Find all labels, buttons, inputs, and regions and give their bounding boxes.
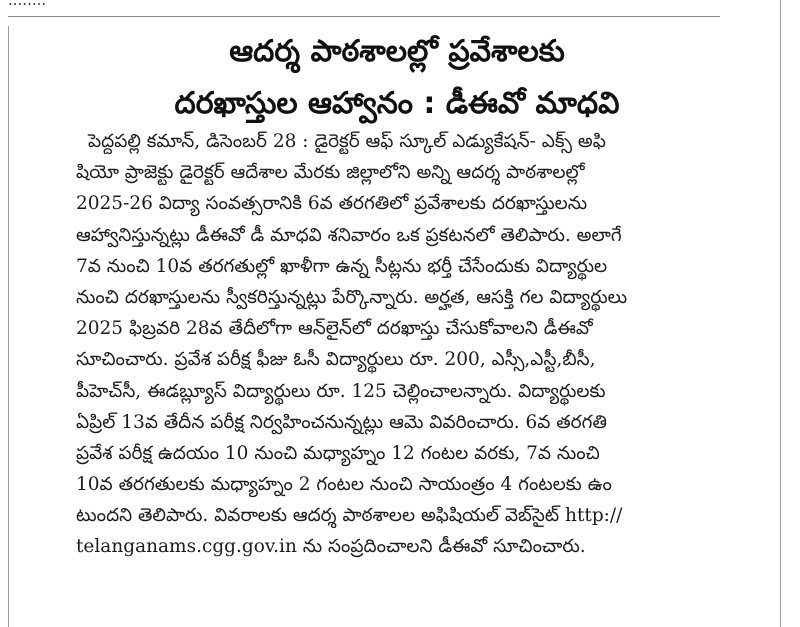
previous-article-text: ........ bbox=[8, 0, 47, 9]
article-headline bbox=[22, 26, 772, 130]
article-line-14: telanganams.cgg.gov.in ను సంప్రదించాలని డీఈవో సూచించారు. bbox=[76, 536, 586, 558]
article-line-12: 10వ తరగతులకు మధ్యాహ్నం 2 గంటల నుంచి సాయంత్రం 4 గంటలకు ఉం bbox=[76, 474, 612, 496]
article-line-8: సూచించారు. ప్రవేశ పరీక్ష ఫీజు ఓసీ విద్యార్థులు రూ. 200, ఎస్సీ,ఎస్టీ,బీసీ, bbox=[76, 349, 596, 371]
article-line-11: ప్రవేశ పరీక్ష ఉదయం 10 నుంచి మధ్యాహ్నం 12 గంటల వరకు, 7వ నుంచి bbox=[76, 442, 600, 464]
article-body bbox=[76, 126, 766, 563]
left-column-rule bbox=[8, 26, 9, 627]
article-line-1: పెద్దపల్లి కమాన్, డిసెంబర్ 28 : డైరెక్టర్ ఆఫ్ స్కూల్ ఎడ్యుకేషన్- ఎక్స్ అఫి bbox=[88, 131, 606, 152]
article-line-3: 2025-26 విద్యా సంవత్సరానికి 6వ తరగతిలో ప్రవేశాలకు దరఖాస్తులను bbox=[76, 193, 588, 215]
article-line-13: టుందని తెలిపారు. వివరాలకు ఆదర్శ పాఠశాలల అఫిషియల్ వెబ్‌సైట్ http:// bbox=[76, 505, 623, 527]
article-line-5: 7వ నుంచి 10వ తరగతుల్లో ఖాళీగా ఉన్న సీట్లను భర్తీ చేసేందుకు విద్యార్థుల bbox=[76, 255, 608, 277]
article-line-7: 2025 ఫిబ్రవరి 28వ తేదీలోగా ఆన్‌లైన్‌లో దరఖాస్తు చేసుకోవాలని డీఈవో bbox=[76, 318, 593, 340]
headline-line-1: ఆదర్శ పాఠశాలల్లో ప్రవేశాలకు bbox=[229, 34, 565, 69]
article-line-4: ఆహ్వానిస్తున్నట్లు డీఈవో డీ మాధవి శనివారం ఒక ప్రకటనలో తెలిపారు. అలాగే bbox=[76, 224, 622, 246]
previous-article-strip bbox=[0, 0, 800, 16]
article-line-2: షియో ప్రాజెక్టు డైరెక్టర్ ఆదేశాల మేరకు జిల్లాలోని అన్ని ఆదర్శ పాఠశాలల్లో bbox=[76, 162, 585, 184]
top-divider bbox=[8, 16, 720, 17]
right-column-rule bbox=[780, 0, 781, 627]
headline-line-2: దరఖాస్తుల ఆహ్వానం : డీఈవో మాధవి bbox=[174, 86, 620, 121]
article-line-10: ఏప్రిల్ 13వ తేదీన పరీక్ష నిర్వహించనున్నట్లు ఆమె వివరించారు. 6వ తరగతి bbox=[76, 411, 607, 433]
article-line-6: నుంచి దరఖాస్తులను స్వీకరిస్తున్నట్లు పేర్కొన్నారు. అర్హత, ఆసక్తి గల విద్యార్థులు bbox=[76, 286, 628, 308]
article-line-9: పీహెచ్‌సీ, ఈడబ్ల్యూస్ విద్యార్థులు రూ. 125 చెల్లించాలన్నారు. విద్యార్థులకు bbox=[76, 380, 606, 402]
